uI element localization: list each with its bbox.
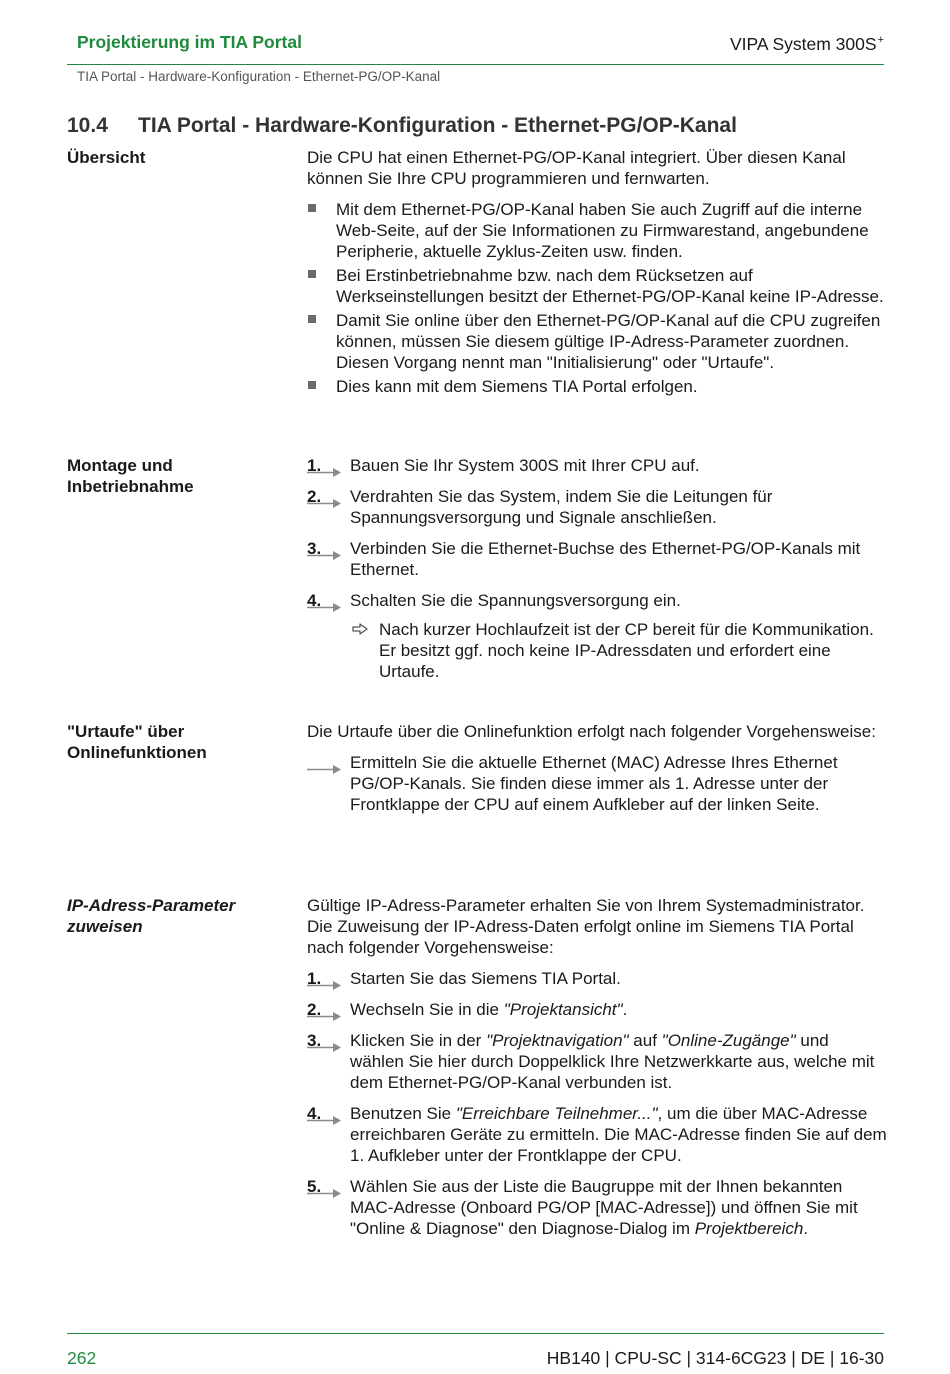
baptism-label: "Urtaufe" über Onlinefunktionen <box>67 722 207 762</box>
menu-reference: "Projektnavigation" <box>486 1031 629 1050</box>
bullet-item <box>307 310 887 373</box>
page-number: 262 <box>67 1348 97 1368</box>
section-number: 10.4 <box>67 114 108 137</box>
step-text <box>350 1177 858 1238</box>
step-text-part: , um die über MAC-Adresse erreichbaren Geräte zu ermitteln. Die MAC-Adresse finden Sie auf dem 1. Aufkleber unter der Frontklappe der CPU. <box>350 1104 887 1165</box>
step-text-part: Wechseln Sie in die <box>350 1000 504 1019</box>
step-number: 5. <box>307 1177 322 1196</box>
step-text-part: Benutzen Sie <box>350 1104 456 1123</box>
result-text: Nach kurzer Hochlaufzeit ist der CP bereit für die Kommunikation. Er besitzt ggf. noch keine IP-Adressdaten und erfordert eine Urtaufe. <box>379 620 874 681</box>
bullet-square-icon <box>308 270 316 278</box>
step-item <box>307 538 887 580</box>
section-title: TIA Portal - Hardware-Konfiguration - Ethernet-PG/OP-Kanal <box>138 114 737 137</box>
step-text <box>350 1104 887 1165</box>
step-arrow-icon <box>307 981 341 990</box>
section-heading <box>67 114 737 138</box>
bullet-text: Dies kann mit dem Siemens TIA Portal erfolgen. <box>336 377 698 396</box>
step-text: Starten Sie das Siemens TIA Portal. <box>350 969 621 988</box>
bullet-item <box>307 265 887 307</box>
menu-reference: "Online-Zugänge" <box>661 1031 796 1050</box>
bullet-square-icon <box>308 315 316 323</box>
overview-intro: Die CPU hat einen Ethernet-PG/OP-Kanal integriert. Über diesen Kanal können Sie Ihre CPU programmieren und fernwarten. <box>307 148 846 188</box>
step-item <box>307 1176 887 1239</box>
bullet-item <box>307 199 887 262</box>
step-item <box>307 999 887 1020</box>
menu-reference: "Erreichbare Teilnehmer..." <box>455 1104 658 1123</box>
overview-label: Übersicht <box>67 148 146 167</box>
product-text: VIPA System 300S <box>730 34 877 54</box>
step-arrow-icon <box>307 1043 341 1052</box>
assembly-block <box>307 455 887 682</box>
step-item <box>307 1030 887 1093</box>
chapter-title: Projektierung im TIA Portal <box>77 32 302 52</box>
step-number: 2. <box>307 487 322 506</box>
step-text: Schalten Sie die Spannungsversorgung ein. <box>350 591 681 610</box>
baptism-intro: Die Urtaufe über die Onlinefunktion erfolgt nach folgender Vorgehensweise: <box>307 722 876 741</box>
step-text <box>350 1000 627 1019</box>
menu-reference: Projektbereich <box>694 1219 804 1238</box>
step-arrow-icon <box>307 603 341 612</box>
step-text: Ermitteln Sie die aktuelle Ethernet (MAC) Adresse Ihres Ethernet PG/OP-Kanals. Sie finden diese immer als 1. Adresse unter der Frontklappe der CPU auf einem Aufkleber auf der linken Seite. <box>350 753 838 814</box>
result-item <box>307 619 887 682</box>
step-arrow-icon <box>307 499 341 508</box>
step-text: Verbinden Sie die Ethernet-Buchse des Ethernet-PG/OP-Kanals mit Ethernet. <box>350 539 861 579</box>
bullet-item <box>307 376 887 397</box>
step-item <box>307 590 887 611</box>
step-item <box>307 1103 887 1166</box>
header-rule <box>67 64 884 65</box>
step-text-part: Wählen Sie aus der Liste die Baugruppe mit der Ihnen bekannten MAC-Adresse (Onboard PG/OP [MAC-Adresse]) und öffnen Sie mit "Online & Diagnose" den Diagnose-Dialog im <box>350 1177 858 1238</box>
menu-reference: "Projektansicht" <box>503 1000 623 1019</box>
bullet-text: Mit dem Ethernet-PG/OP-Kanal haben Sie auch Zugriff auf die interne Web-Seite, auf der Sie Informationen zu Firmwarestand, angebundene Peripherie, aktuelle Zyklus-Zeiten usw. finden. <box>336 200 869 261</box>
step-text-part: auf <box>628 1031 662 1050</box>
product-sup: + <box>877 34 884 46</box>
step-number: 3. <box>307 1031 322 1050</box>
ipassign-label: IP-Adress-Parameter zuweisen <box>67 896 236 936</box>
bullet-text: Damit Sie online über den Ethernet-PG/OP-Kanal auf die CPU zugreifen können, müssen Sie diesem gültige IP-Adress-Parameter zuordnen. Diesen Vorgang nennt man "Initialisierung" oder "Urtaufe". <box>336 311 881 372</box>
step-number: 2. <box>307 1000 322 1019</box>
bullet-square-icon <box>308 204 316 212</box>
assembly-label: Montage und Inbetriebnahme <box>67 456 194 496</box>
step-number: 1. <box>307 456 322 475</box>
step-item <box>307 486 887 528</box>
overview-block <box>307 147 887 397</box>
step-arrow-icon <box>307 1189 341 1198</box>
bullet-text: Bei Erstinbetriebnahme bzw. nach dem Rücksetzen auf Werkseinstellungen besitzt der Ethernet-PG/OP-Kanal keine IP-Adresse. <box>336 266 884 306</box>
step-text: Bauen Sie Ihr System 300S mit Ihrer CPU auf. <box>350 456 700 475</box>
step-arrow-icon <box>307 1012 341 1021</box>
step-text-part: . <box>803 1219 809 1238</box>
step-number: 4. <box>307 591 322 610</box>
step-text-part: Klicken Sie in der <box>350 1031 487 1050</box>
product-name <box>730 34 884 55</box>
step-number: 4. <box>307 1104 322 1123</box>
step-text: Verdrahten Sie das System, indem Sie die Leitungen für Spannungsversorgung und Signale anschließen. <box>350 487 773 527</box>
step-item <box>307 455 887 476</box>
step-number: 1. <box>307 969 322 988</box>
step-item <box>307 752 887 815</box>
footer-rule <box>67 1333 884 1334</box>
step-arrow-icon <box>307 468 341 477</box>
breadcrumb: TIA Portal - Hardware-Konfiguration - Ethernet-PG/OP-Kanal <box>77 69 441 84</box>
document-id: HB140 | CPU-SC | 314-6CG23 | DE | 16-30 <box>546 1348 884 1368</box>
baptism-block <box>307 721 887 815</box>
result-arrow-icon <box>352 623 368 635</box>
step-arrow-icon <box>307 551 341 560</box>
step-text <box>350 1031 874 1092</box>
step-text-part: und wählen Sie hier durch Doppelklick Ihre Netzwerkkarte aus, welche mit dem Ethernet-PG/OP-Kanal verbunden ist. <box>350 1031 875 1092</box>
ipassign-intro: Gültige IP-Adress-Parameter erhalten Sie von Ihrem Systemadministrator. Die Zuweisung der IP-Adress-Daten erfolgt online im Siemens TIA Portal nach folgender Vorgehensweise: <box>307 896 865 957</box>
step-arrow-icon <box>307 1116 341 1125</box>
ipassign-block <box>307 895 887 1239</box>
step-item <box>307 968 887 989</box>
step-number: 3. <box>307 539 322 558</box>
step-text-part: . <box>622 1000 628 1019</box>
step-arrow-icon <box>307 765 341 774</box>
bullet-square-icon <box>308 381 316 389</box>
